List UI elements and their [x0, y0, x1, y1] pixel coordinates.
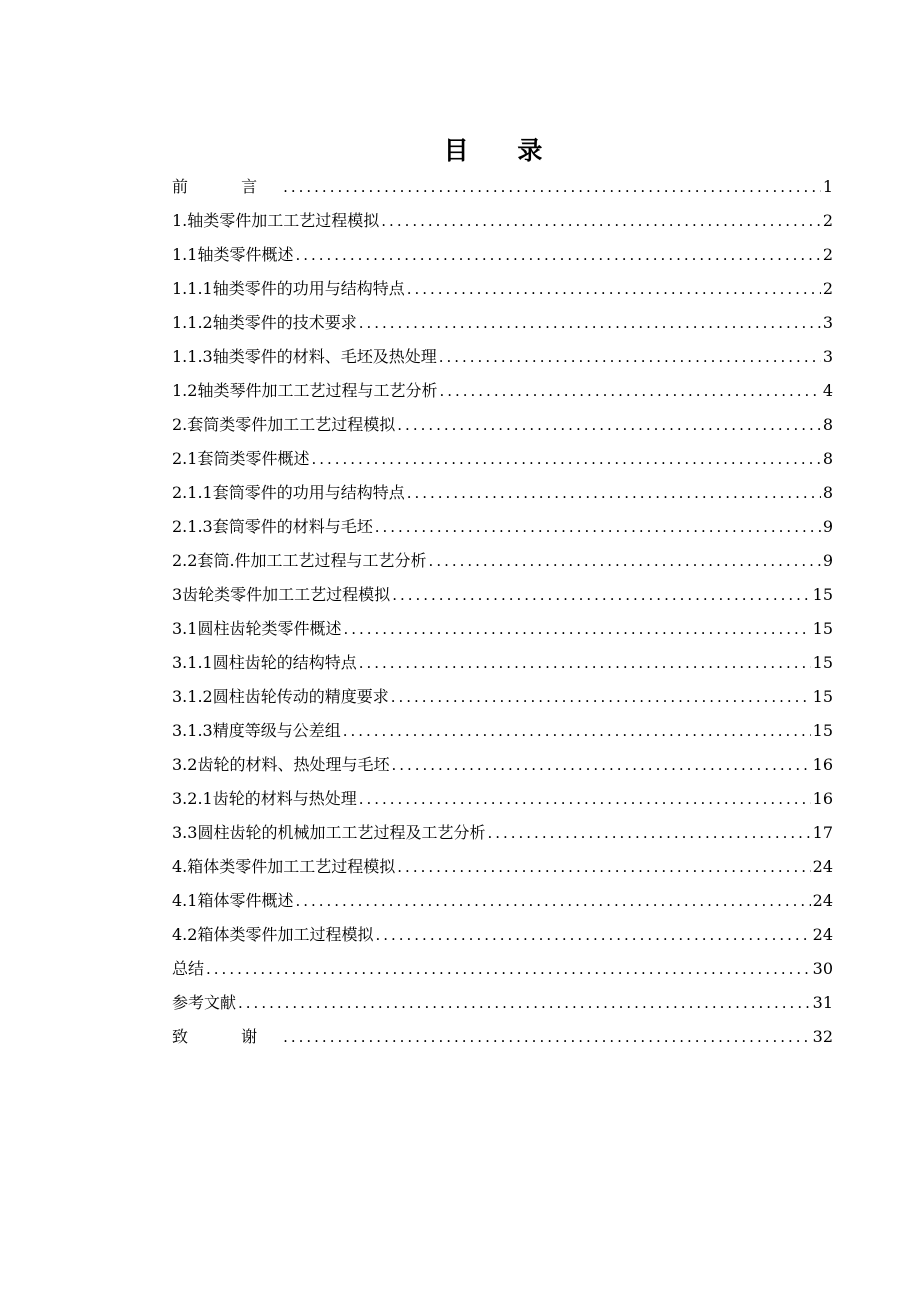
- toc-dot-leader: [283, 173, 821, 201]
- toc-entry[interactable]: [172, 1023, 833, 1057]
- toc-entry-label: 3.3圆柱齿轮的机械加工工艺过程及工艺分析: [172, 823, 486, 842]
- toc-entry[interactable]: [172, 547, 833, 581]
- toc-entry[interactable]: [172, 445, 833, 479]
- toc-entry[interactable]: [172, 887, 833, 921]
- toc-title: 目 录: [443, 136, 563, 165]
- toc-entry-label: 3.1.3精度等级与公差组: [172, 721, 341, 740]
- toc-entry-label: 1.1轴类零件概述: [172, 245, 294, 264]
- toc-entry-page-number: 15: [812, 653, 833, 672]
- toc-entry[interactable]: [172, 921, 833, 955]
- toc-entry-page-number: 2: [822, 211, 833, 230]
- toc-entry-label: 3.1.2圆柱齿轮传动的精度要求: [172, 687, 389, 706]
- toc-entry[interactable]: [172, 683, 833, 717]
- toc-entry[interactable]: [172, 377, 833, 411]
- toc-dot-leader: [375, 513, 821, 541]
- toc-entry-page-number: 9: [822, 551, 833, 570]
- toc-dot-leader: [343, 615, 810, 643]
- toc-entry-label: 1.1.3轴类零件的材料、毛坯及热处理: [172, 347, 437, 366]
- toc-dot-leader: [206, 955, 811, 983]
- toc-dot-leader: [238, 989, 811, 1017]
- toc-entry[interactable]: [172, 853, 833, 887]
- toc-entry-page-number: 8: [822, 415, 833, 434]
- toc-entry[interactable]: [172, 275, 833, 309]
- toc-entry-page-number: 2: [822, 245, 833, 264]
- toc-dot-leader: [439, 377, 820, 405]
- table-of-contents: [172, 173, 833, 1057]
- toc-entry-label: 1.2轴类琴件加工工艺过程与工艺分析: [172, 381, 438, 400]
- toc-dot-leader: [407, 479, 821, 507]
- toc-entry-label: 2.1套筒类零件概述: [172, 449, 310, 468]
- toc-entry[interactable]: [172, 717, 833, 751]
- toc-entry[interactable]: [172, 241, 833, 275]
- toc-dot-leader: [407, 275, 821, 303]
- toc-dot-leader: [391, 751, 810, 779]
- toc-entry-page-number: 31: [812, 993, 833, 1012]
- toc-dot-leader: [375, 921, 810, 949]
- toc-entry-label: 3齿轮类零件加工工艺过程模拟: [172, 585, 391, 604]
- toc-entry[interactable]: [172, 343, 833, 377]
- toc-dot-leader: [381, 207, 821, 235]
- toc-entry-label: 3.2.1齿轮的材料与热处理: [172, 789, 357, 808]
- toc-entry-label: 4.1箱体零件概述: [172, 891, 294, 910]
- toc-entry-page-number: 3: [822, 347, 833, 366]
- toc-dot-leader: [429, 547, 821, 575]
- toc-dot-leader: [295, 887, 810, 915]
- toc-entry-label: 3.1.1圆柱齿轮的结构特点: [172, 653, 357, 672]
- toc-entry-page-number: 3: [822, 313, 833, 332]
- toc-entry-label: 2.1.3套筒零件的材料与毛坯: [172, 517, 373, 536]
- toc-entry-page-number: 16: [812, 789, 833, 808]
- toc-dot-leader: [392, 581, 810, 609]
- toc-entry-page-number: 1: [822, 177, 833, 196]
- toc-entry-label: 1.轴类零件加工工艺过程模拟: [172, 211, 380, 230]
- toc-dot-leader: [311, 445, 820, 473]
- toc-entry[interactable]: [172, 615, 833, 649]
- toc-dot-leader: [359, 309, 821, 337]
- toc-entry-page-number: 24: [812, 857, 833, 876]
- toc-entry-page-number: 24: [812, 891, 833, 910]
- toc-entry-page-number: 24: [812, 925, 833, 944]
- toc-entry-label: 前 言: [172, 177, 282, 196]
- toc-entry[interactable]: [172, 751, 833, 785]
- toc-dot-leader: [343, 717, 811, 745]
- toc-dot-leader: [283, 1023, 811, 1051]
- toc-entry-label: 3.2齿轮的材料、热处理与毛坯: [172, 755, 390, 774]
- toc-entry[interactable]: [172, 955, 833, 989]
- toc-entry[interactable]: [172, 649, 833, 683]
- toc-entry-page-number: 17: [812, 823, 833, 842]
- toc-dot-leader: [397, 853, 810, 881]
- toc-dot-leader: [487, 819, 810, 847]
- toc-entry-label: 1.1.1轴类零件的功用与结构特点: [172, 279, 405, 298]
- toc-entry-page-number: 16: [812, 755, 833, 774]
- toc-entry-page-number: 15: [812, 687, 833, 706]
- toc-entry[interactable]: [172, 785, 833, 819]
- toc-entry[interactable]: [172, 479, 833, 513]
- toc-entry-page-number: 4: [822, 381, 833, 400]
- toc-entry-label: 2.套筒类零件加工工艺过程模拟: [172, 415, 396, 434]
- toc-entry[interactable]: [172, 411, 833, 445]
- toc-entry-page-number: 15: [812, 721, 833, 740]
- toc-entry-label: 2.1.1套筒零件的功用与结构特点: [172, 483, 405, 502]
- toc-entry[interactable]: [172, 581, 833, 615]
- toc-entry-page-number: 15: [812, 619, 833, 638]
- toc-entry-label: 1.1.2轴类零件的技术要求: [172, 313, 357, 332]
- toc-dot-leader: [359, 649, 811, 677]
- toc-entry[interactable]: [172, 173, 833, 207]
- toc-dot-leader: [391, 683, 811, 711]
- toc-dot-leader: [439, 343, 821, 371]
- toc-entry-label: 3.1圆柱齿轮类零件概述: [172, 619, 342, 638]
- toc-dot-leader: [397, 411, 821, 439]
- toc-entry[interactable]: [172, 819, 833, 853]
- toc-entry-label: 4.箱体类零件加工工艺过程模拟: [172, 857, 396, 876]
- toc-dot-leader: [295, 241, 820, 269]
- toc-entry-label: 2.2套筒.件加工工艺过程与工艺分析: [172, 551, 427, 570]
- toc-entry-page-number: 8: [822, 449, 833, 468]
- toc-entry-page-number: 30: [812, 959, 833, 978]
- toc-entry[interactable]: [172, 207, 833, 241]
- toc-entry-page-number: 15: [812, 585, 833, 604]
- toc-entry-label: 致 谢: [172, 1027, 282, 1046]
- toc-dot-leader: [359, 785, 811, 813]
- toc-entry-label: 参考文献: [172, 993, 237, 1012]
- toc-entry[interactable]: [172, 309, 833, 343]
- toc-entry-label: 总结: [172, 959, 205, 978]
- toc-entry-page-number: 8: [822, 483, 833, 502]
- toc-entry-label: 4.2箱体类零件加工过程模拟: [172, 925, 374, 944]
- toc-entry[interactable]: [172, 513, 833, 547]
- toc-entry-page-number: 9: [822, 517, 833, 536]
- toc-entry-page-number: 32: [812, 1027, 833, 1046]
- toc-entry[interactable]: [172, 989, 833, 1023]
- toc-entry-page-number: 2: [822, 279, 833, 298]
